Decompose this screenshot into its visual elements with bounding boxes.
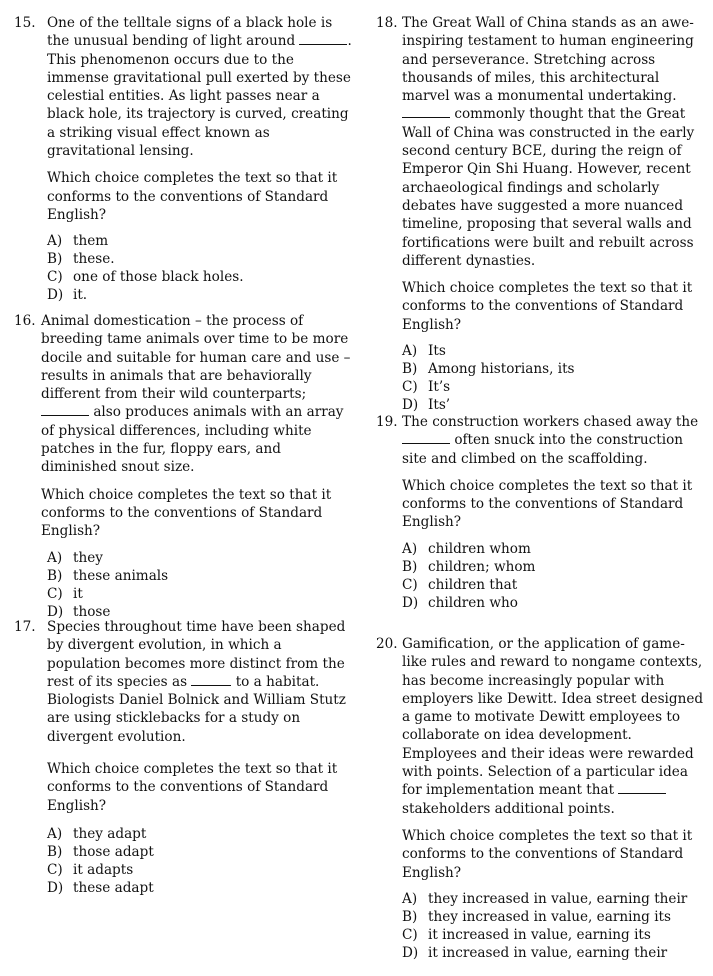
passage-text: to a habitat. Biologists Daniel Bolnick and William Stutz are using sticklebacks for a study on divergent evolution. xyxy=(47,673,346,745)
choice-text: those xyxy=(73,603,111,620)
choice-text: they increased in value, earning its xyxy=(428,908,671,925)
question-number: 16. xyxy=(14,313,36,329)
choice-a[interactable] xyxy=(47,549,354,567)
choice-letter: B) xyxy=(47,567,63,584)
choice-letter: B) xyxy=(402,361,418,378)
choice-letter: C) xyxy=(47,269,63,286)
choice-letter: A) xyxy=(402,343,418,360)
choice-letter: B) xyxy=(47,843,63,860)
choice-c[interactable] xyxy=(402,926,708,944)
choice-c[interactable] xyxy=(47,861,354,879)
choice-b[interactable] xyxy=(47,843,354,861)
answer-choices xyxy=(402,540,708,612)
question-number: 20. xyxy=(376,636,398,652)
passage xyxy=(402,413,708,468)
choice-d[interactable] xyxy=(402,396,708,414)
question-prompt: Which choice completes the text so that it conforms to the conventions of Standard English? xyxy=(41,486,332,540)
choice-letter: A) xyxy=(402,540,418,557)
choice-letter: D) xyxy=(402,944,419,961)
choice-text: it. xyxy=(73,287,88,304)
choice-c[interactable] xyxy=(402,576,708,594)
choice-a[interactable] xyxy=(402,342,708,360)
choice-c[interactable] xyxy=(47,268,354,286)
choice-text: these animals xyxy=(73,567,169,584)
question-15 xyxy=(14,14,354,312)
answer-choices xyxy=(47,549,354,621)
choice-text: children whom xyxy=(428,540,531,557)
choice-letter: D) xyxy=(47,879,64,896)
choice-d[interactable] xyxy=(47,879,354,897)
answer-blank xyxy=(191,673,231,686)
question-prompt: Which choice completes the text so that it conforms to the conventions of Standard English? xyxy=(47,761,338,814)
passage-text: The Great Wall of China stands as an awe-inspiring testament to human engineering and perseverance. Stretching across thousands of miles, this architectural marvel was a monumental undertaking. xyxy=(402,15,694,105)
question-prompt: Which choice completes the text so that it conforms to the conventions of Standard English? xyxy=(47,170,338,223)
choice-text: Among historians, its xyxy=(428,361,575,378)
question-number: 18. xyxy=(376,15,398,31)
question-18 xyxy=(376,14,708,413)
choice-text: those adapt xyxy=(73,843,154,860)
passage xyxy=(41,312,354,477)
choice-text: these adapt xyxy=(73,879,154,896)
passage-text: also produces animals with an array of physical differences, including white patches in the fur, floppy ears, and diminished snout size. xyxy=(41,404,344,476)
choice-text: Its’ xyxy=(428,397,451,414)
choice-text: they xyxy=(73,549,103,566)
choice-text: children; whom xyxy=(428,558,536,575)
choice-text: Its xyxy=(428,343,446,360)
passage-text: often snuck into the construction site and climbed on the scaffolding. xyxy=(402,432,684,467)
choice-text: it xyxy=(73,585,83,602)
choice-letter: C) xyxy=(47,861,63,878)
choice-letter: A) xyxy=(47,233,63,250)
passage-text: One of the telltale signs of a black hole is the unusual bending of light around xyxy=(47,15,333,50)
choice-letter: A) xyxy=(47,825,63,842)
answer-blank xyxy=(618,781,666,794)
answer-blank xyxy=(299,32,347,45)
choice-d[interactable] xyxy=(47,286,354,304)
choice-letter: B) xyxy=(47,251,63,268)
question-16 xyxy=(14,312,354,618)
question-prompt: Which choice completes the text so that it conforms to the conventions of Standard English? xyxy=(402,477,693,531)
choice-letter: B) xyxy=(402,558,418,575)
choice-b[interactable] xyxy=(402,558,708,576)
left-column xyxy=(14,14,354,897)
passage xyxy=(402,635,708,818)
passage-text: Animal domestication – the process of breeding tame animals over time to be more docile and suitable for human care and use – results in animals that are behaviorally different from their wild counterparts; xyxy=(41,313,351,403)
question-number: 17. xyxy=(14,619,36,635)
choice-text: they increased in value, earning their xyxy=(428,890,688,907)
question-prompt: Which choice completes the text so that it conforms to the conventions of Standard English? xyxy=(402,280,693,333)
choice-text: It’s xyxy=(428,379,451,396)
choice-text: it adapts xyxy=(73,861,134,878)
choice-c[interactable] xyxy=(402,378,708,396)
answer-choices xyxy=(47,825,354,897)
passage-text: commonly thought that the Great Wall of China was constructed in the early second century BCE, during the reign of Emperor Qin Shi Huang. However, recent archaeological findings and scholarly debates have suggested a more nuanced timeline, proposing that several walls and fortifications were built and rebuilt across different dynasties. xyxy=(402,106,695,269)
passage xyxy=(47,618,354,746)
passage-text: Species throughout time have been shaped by divergent evolution, in which a population becomes more distinct from the rest of its species as xyxy=(47,619,346,690)
choice-a[interactable] xyxy=(47,232,354,250)
choice-text: them xyxy=(73,233,109,250)
answer-blank xyxy=(41,403,89,416)
choice-text: one of those black holes. xyxy=(73,269,244,286)
question-20 xyxy=(376,635,708,962)
choice-b[interactable] xyxy=(47,250,354,268)
choice-b[interactable] xyxy=(402,360,708,378)
passage-text: stakeholders additional points. xyxy=(402,800,615,817)
passage-text: Gamification, or the application of game-like rules and reward to nongame contexts, has become increasingly popular with employers like Dewitt. Idea street designed a game to motivate Dewitt employees to collaborate on idea development. Employees and their ideas were rewarded with points. Selection of a particular idea for implementation meant that xyxy=(402,636,704,799)
choice-d[interactable] xyxy=(402,944,708,962)
question-number: 15. xyxy=(14,15,36,31)
choice-d[interactable] xyxy=(402,594,708,612)
passage xyxy=(402,14,708,270)
choice-letter: D) xyxy=(47,603,64,620)
choice-text: these. xyxy=(73,251,115,268)
question-19 xyxy=(376,413,708,635)
choice-letter: A) xyxy=(402,890,418,907)
answer-blank xyxy=(402,105,450,118)
answer-choices xyxy=(402,342,708,414)
choice-a[interactable] xyxy=(402,540,708,558)
choice-a[interactable] xyxy=(47,825,354,843)
choice-letter: C) xyxy=(402,379,418,396)
choice-letter: C) xyxy=(402,926,418,943)
choice-letter: D) xyxy=(47,287,64,304)
answer-blank xyxy=(402,431,450,444)
choice-text: it increased in value, earning its xyxy=(428,926,651,943)
choice-letter: B) xyxy=(402,908,418,925)
choice-text: it increased in value, earning their xyxy=(428,944,668,961)
choice-b[interactable] xyxy=(47,567,354,585)
question-prompt: Which choice completes the text so that it conforms to the conventions of Standard English? xyxy=(402,827,693,881)
choice-c[interactable] xyxy=(47,585,354,603)
choice-letter: C) xyxy=(402,576,418,593)
passage-text: . This phenomenon occurs due to the immense gravitational pull exerted by these celestial entities. As light passes near a black hole, its trajectory is curved, creating a striking visual effect known as gravitational lensing. xyxy=(47,33,352,160)
passage-text: The construction workers chased away the xyxy=(402,414,699,430)
answer-choices xyxy=(402,890,708,962)
choice-text: children that xyxy=(428,576,518,593)
question-17 xyxy=(14,618,354,897)
choice-letter: A) xyxy=(47,549,63,566)
passage xyxy=(47,14,354,160)
choice-letter: D) xyxy=(402,397,419,414)
choice-text: they adapt xyxy=(73,825,147,842)
choice-b[interactable] xyxy=(402,908,708,926)
choice-text: children who xyxy=(428,594,518,611)
answer-choices xyxy=(47,232,354,304)
question-number: 19. xyxy=(376,414,398,430)
choice-letter: C) xyxy=(47,585,63,602)
choice-a[interactable] xyxy=(402,890,708,908)
choice-letter: D) xyxy=(402,594,419,611)
right-column xyxy=(376,14,708,962)
